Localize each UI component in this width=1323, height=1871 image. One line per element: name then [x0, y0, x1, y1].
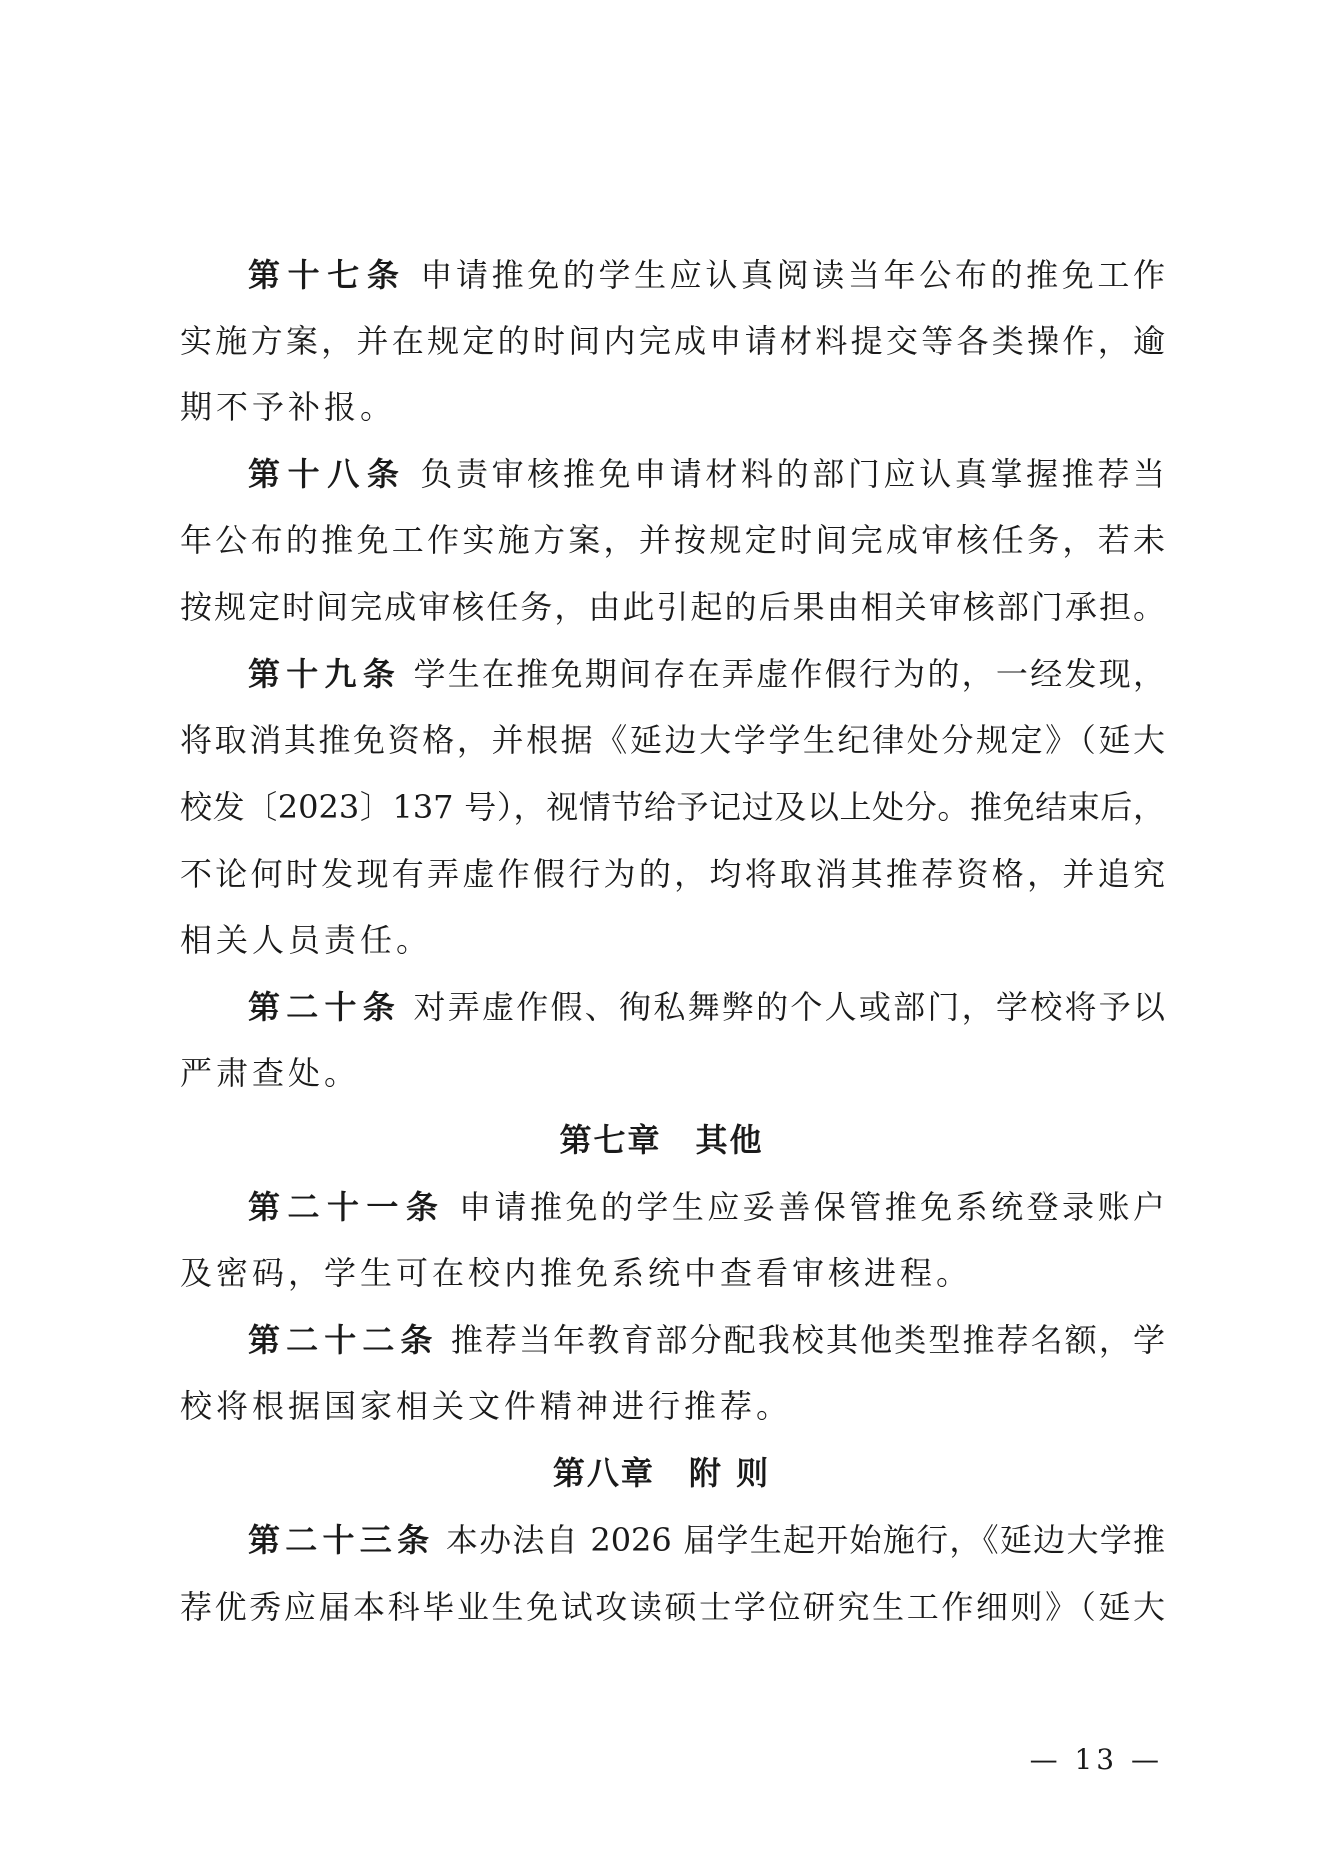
article-17-text-1: 申请推免的学生应认真阅读当年公布的推免工作 [420, 256, 1165, 294]
article-21-text-1: 申请推免的学生应妥善保管推免系统登录账户 [459, 1188, 1165, 1226]
article-21-line-1 [248, 1187, 1165, 1227]
article-20-label: 第二十条 [248, 988, 402, 1026]
article-20-text-1: 对弄虚作假、徇私舞弊的个人或部门，学校将予以 [413, 988, 1165, 1026]
article-21-line-2: 及密码，学生可在校内推免系统中查看审核进程。 [180, 1254, 973, 1292]
chapter-7-heading: 第七章 其他 [559, 1121, 764, 1159]
article-19-line-1 [248, 654, 1165, 694]
article-23-text-1: 本办法自 2026 届学生起开始施行，《延边大学推 [445, 1521, 1165, 1559]
article-22-line-1 [248, 1320, 1165, 1360]
article-22-line-2: 校将根据国家相关文件精神进行推荐。 [180, 1387, 793, 1425]
article-22-label: 第二十二条 [248, 1321, 439, 1359]
article-22-text-1: 推荐当年教育部分配我校其他类型推荐名额，学 [450, 1321, 1165, 1359]
article-20-line-2: 严肃查处。 [180, 1054, 361, 1092]
article-18-line-1 [248, 454, 1165, 494]
article-21-label: 第二十一条 [248, 1188, 446, 1226]
article-23-line-1 [248, 1520, 1165, 1560]
article-17-line-2: 实施方案，并在规定的时间内完成申请材料提交等各类操作，逾 [180, 322, 1165, 360]
article-23-line-2: 荐优秀应届本科毕业生免试攻读硕士学位研究生工作细则》（延大 [180, 1588, 1165, 1626]
article-23-label: 第二十三条 [248, 1521, 435, 1559]
article-20-line-1 [248, 987, 1165, 1027]
article-17-label: 第十七条 [248, 256, 407, 294]
article-18-line-2: 年公布的推免工作实施方案，并按规定时间完成审核任务，若未 [180, 521, 1165, 559]
article-18-line-3: 按规定时间完成审核任务，由此引起的后果由相关审核部门承担。 [180, 588, 1165, 626]
article-19-line-5: 相关人员责任。 [180, 921, 433, 959]
article-18-text-1: 负责审核推免申请材料的部门应认真掌握推荐当 [420, 455, 1165, 493]
article-19-line-3: 校发〔2023〕137 号），视情节给予记过及以上处分。推免结束后， [180, 788, 1165, 826]
page-number: — 13 — [1029, 1743, 1163, 1776]
article-19-text-1: 学生在推免期间存在弄虚作假行为的，一经发现， [413, 655, 1165, 693]
chapter-8-heading: 第八章 附 则 [552, 1454, 771, 1492]
article-19-line-4: 不论何时发现有弄虚作假行为的，均将取消其推荐资格，并追究 [180, 855, 1165, 893]
article-19-label: 第十九条 [248, 655, 402, 693]
article-17-line-1 [248, 255, 1165, 295]
article-17-line-3: 期不予补报。 [180, 388, 397, 426]
article-18-label: 第十八条 [248, 455, 407, 493]
article-19-line-2: 将取消其推免资格，并根据《延边大学学生纪律处分规定》（延大 [180, 721, 1165, 759]
